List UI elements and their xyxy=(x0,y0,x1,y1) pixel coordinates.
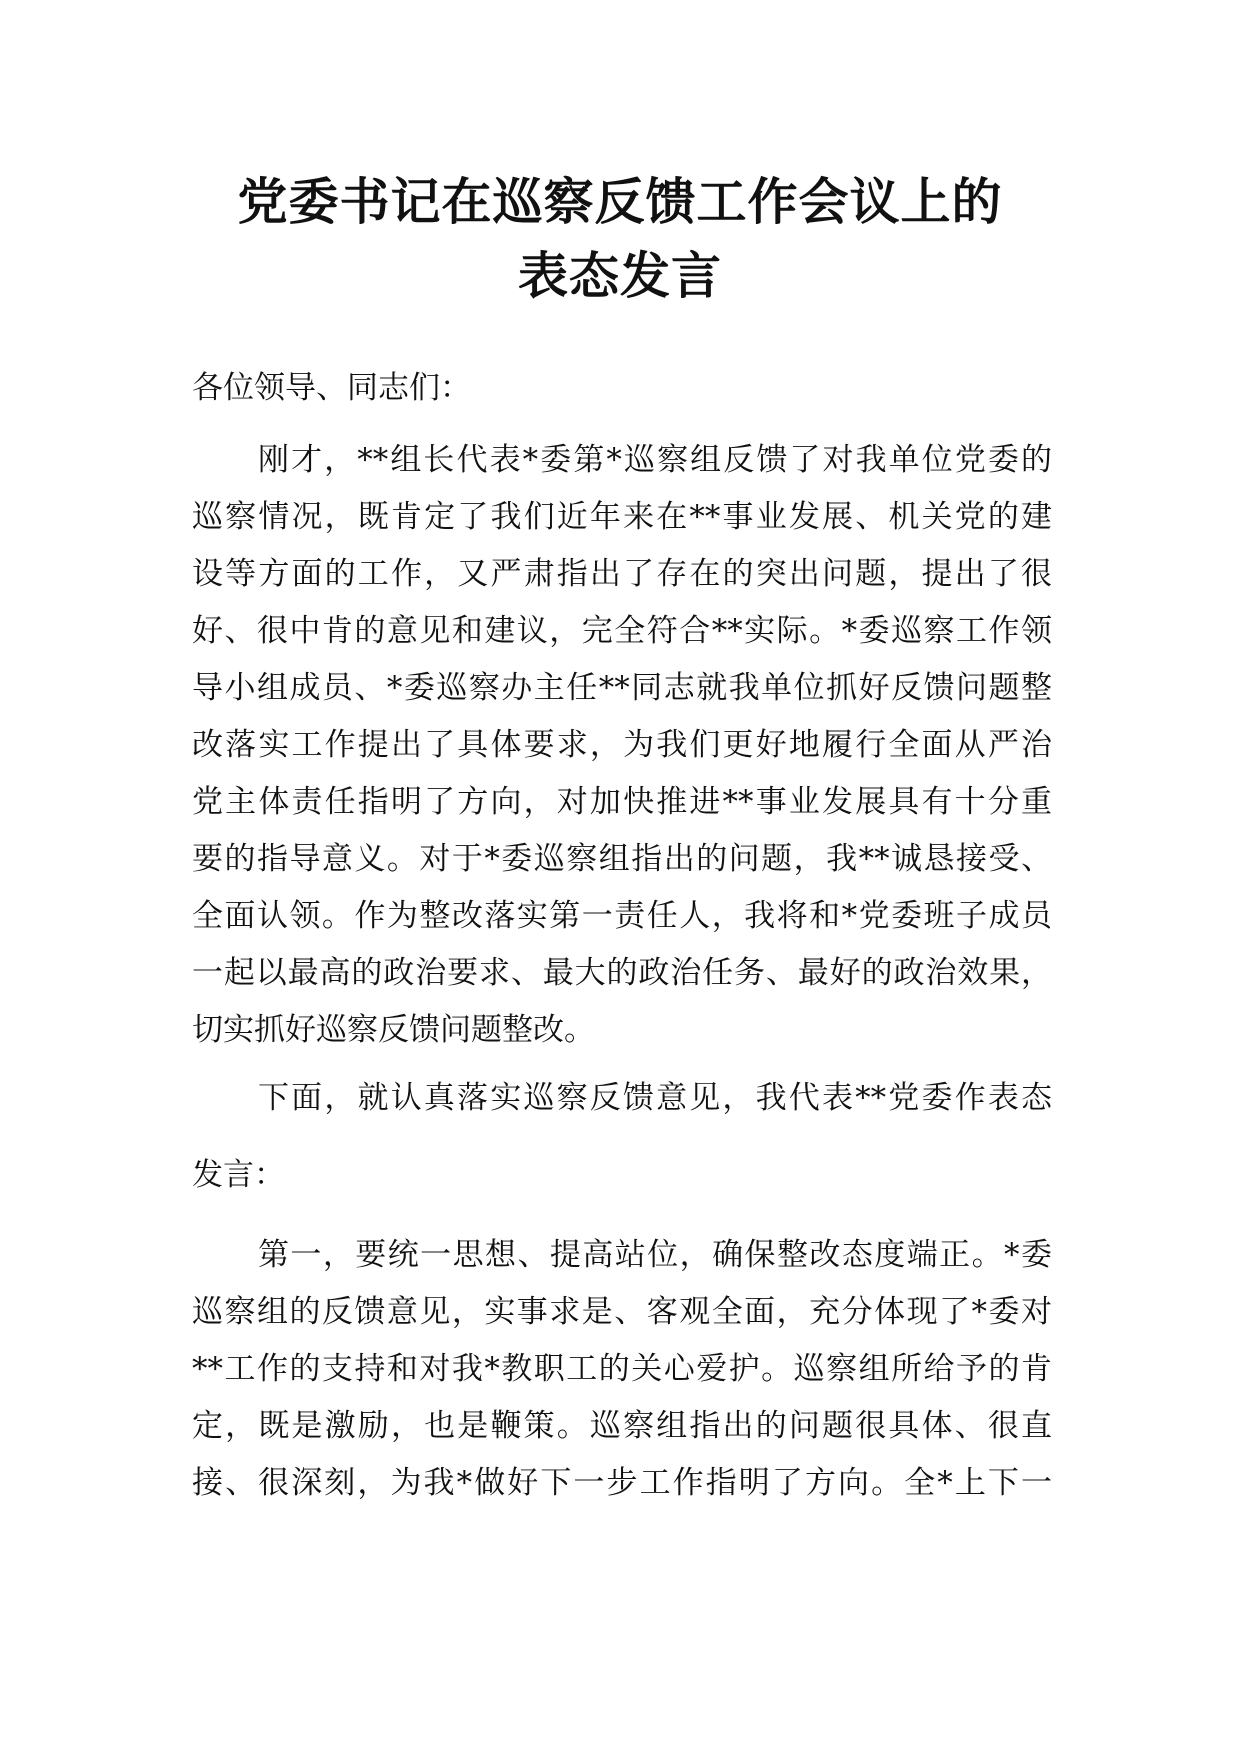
paragraph-1-line-5: 导小组成员、*委巡察办主任**同志就我单位抓好反馈问题整 xyxy=(192,670,1052,706)
paragraph-1-line-3: 设等方面的工作，又严肃指出了存在的突出问题，提出了很 xyxy=(192,556,1052,592)
paragraph-3-line-5: 接、很深刻，为我*做好下一步工作指明了方向。全*上下一 xyxy=(192,1465,1052,1501)
paragraph-1-line-8: 要的指导意义。对于*委巡察组指出的问题，我**诚恳接受、 xyxy=(192,841,1052,877)
paragraph-3-line-4: 定，既是激励，也是鞭策。巡察组指出的问题很具体、很直 xyxy=(192,1408,1052,1444)
paragraph-1-line-1: 刚才，**组长代表*委第*巡察组反馈了对我单位党委的 xyxy=(258,442,1052,478)
paragraph-1-line-11: 切实抓好巡察反馈问题整改。 xyxy=(192,1012,595,1048)
paragraph-1-line-2: 巡察情况，既肯定了我们近年来在**事业发展、机关党的建 xyxy=(192,499,1052,535)
paragraph-1-line-9: 全面认领。作为整改落实第一责任人，我将和*党委班子成员 xyxy=(192,898,1052,934)
document-title-line-1: 党委书记在巡察反馈工作会议上的 xyxy=(237,173,1003,231)
paragraph-1-line-10: 一起以最高的政治要求、最大的政治任务、最好的政治效果， xyxy=(192,955,1052,991)
paragraph-1-line-7: 党主体责任指明了方向，对加快推进**事业发展具有十分重 xyxy=(192,784,1052,820)
paragraph-2-line-2: 发言： xyxy=(192,1157,285,1193)
paragraph-2-line-1: 下面，就认真落实巡察反馈意见，我代表**党委作表态 xyxy=(258,1080,1052,1116)
paragraph-3-line-1: 第一，要统一思想、提高站位，确保整改态度端正。*委 xyxy=(258,1237,1052,1273)
paragraph-1-line-6: 改落实工作提出了具体要求，为我们更好地履行全面从严治 xyxy=(192,727,1052,763)
paragraph-3-line-3: **工作的支持和对我*教职工的关心爱护。巡察组所给予的肯 xyxy=(192,1351,1052,1387)
salutation: 各位领导、同志们： xyxy=(192,370,471,406)
paragraph-3-line-2: 巡察组的反馈意见，实事求是、客观全面，充分体现了*委对 xyxy=(192,1294,1052,1330)
document-title-line-2: 表态发言 xyxy=(518,247,722,305)
paragraph-1-line-4: 好、很中肯的意见和建议，完全符合**实际。*委巡察工作领 xyxy=(192,613,1052,649)
